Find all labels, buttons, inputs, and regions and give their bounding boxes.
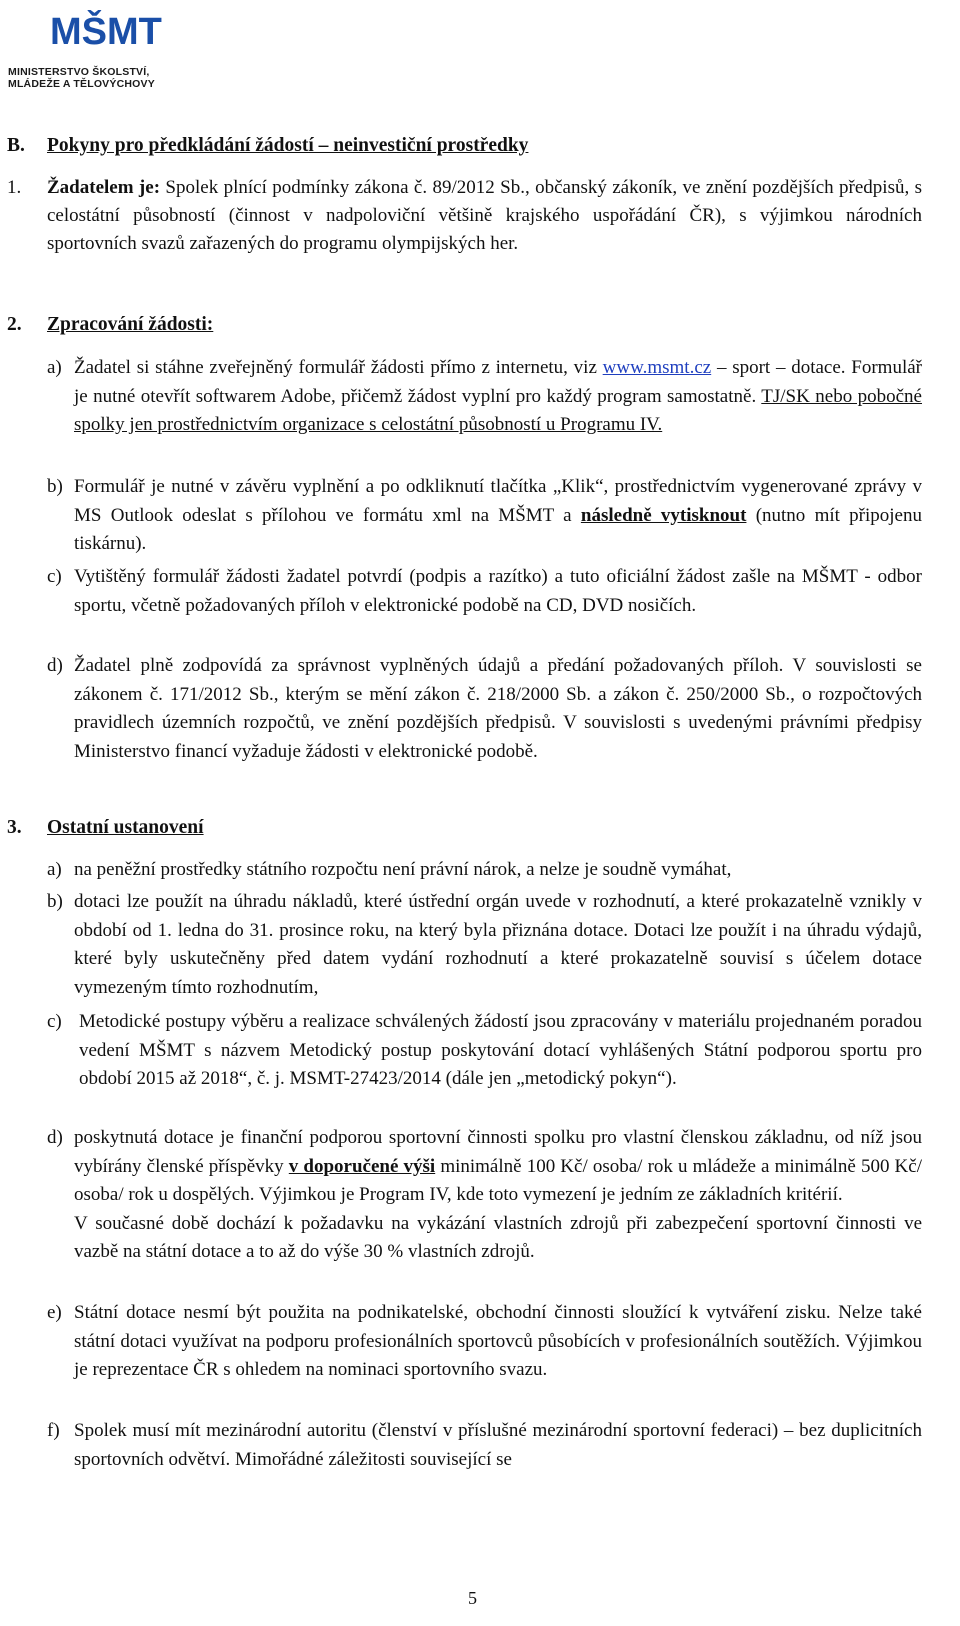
item-b-emphasis: následně vytisknout bbox=[580, 504, 747, 526]
msmt-web-link[interactable]: www.msmt.cz bbox=[602, 357, 712, 378]
item-3d-emphasis: v doporučené výši bbox=[288, 1155, 436, 1177]
logo-line-1: MINISTERSTVO ŠKOLSTVÍ, bbox=[8, 66, 150, 78]
section-3-item-b bbox=[47, 888, 922, 1002]
item-3d-text-2: minimálně 100 Kč/ osoba/ rok u mládeže a minimálně 500 Kč/ osoba/ rok u dospělých. Výjimkou je Program IV, kde toto vymezení je jedním ze základních kritérií. bbox=[74, 1155, 922, 1205]
logo-line-2: MLÁDEŽE A TĚLOVÝCHOVY bbox=[8, 78, 155, 90]
section-1-lead: Žadatelem je: bbox=[47, 177, 161, 198]
item-3f-text: Spolek musí mít mezinárodní autoritu (členství v příslušné mezinárodní sportovní federaci) – bez duplicitních sportovních odvětví. Mimořádné záležitosti související se bbox=[74, 1420, 922, 1470]
section-3-item-e bbox=[47, 1299, 922, 1385]
item-a-text-3: TJ/SK nebo pobočné spolky jen prostřednictvím organizace s celostátní působností u Programu IV. bbox=[74, 385, 922, 435]
section-2-number: 2. bbox=[7, 314, 22, 335]
section-2-item-a bbox=[47, 354, 922, 440]
item-c-text: Vytištěný formulář žádosti žadatel potvrdí (podpis a razítko) a tuto oficiální žádost zašle na MŠMT - odbor sportu, včetně požadovaných příloh v elektronické podobě na CD, DVD nosičích. bbox=[74, 566, 922, 616]
section-b-title: Pokyny pro předkládání žádostí – neinvestiční prostředky bbox=[47, 135, 529, 156]
item-b-text-1: Formulář je nutné v závěru vyplnění a po odkliknutí tlačítka „Klik“, prostřednictvím vygenerované zprávy v MS Outlook odeslat s přílohou ve formátu xml na MŠMT a bbox=[74, 476, 922, 526]
item-label: b) bbox=[47, 891, 63, 912]
section-1-paragraph bbox=[47, 174, 922, 258]
item-label: f) bbox=[47, 1420, 60, 1441]
item-3b-text: dotaci lze použít na úhradu nákladů, které ústřední orgán uvede v rozhodnutí, a které prokazatelně vznikly v období od 1. ledna do 31. prosince roku, na který byla přiznána dotace. Dotaci lze použít i na úhradu výdajů, které byly uskutečněny před datem vydání rozhodnutí a které prokazatelně souvisí s účelem dotace vymezeným tímto rozhodnutím, bbox=[74, 891, 922, 998]
item-label: a) bbox=[47, 859, 62, 880]
item-label: b) bbox=[47, 476, 63, 497]
item-label: d) bbox=[47, 655, 63, 676]
section-2-item-b bbox=[47, 473, 922, 559]
section-3-item-c bbox=[47, 1008, 922, 1094]
item-3d-text-1: poskytnutá dotace je finanční podporou sportovní činnosti spolku pro vlastní členskou základnu, od níž jsou vybírány členské příspěvky bbox=[74, 1127, 922, 1177]
section-2-title: Zpracování žádosti: bbox=[47, 314, 214, 335]
section-3-title: Ostatní ustanovení bbox=[47, 817, 204, 838]
page-number: 5 bbox=[468, 1588, 477, 1608]
item-a-text-2: – sport – dotace. Formulář je nutné otevřít softwarem Adobe, přičemž žádost vyplní pro každý program samostatně. bbox=[74, 357, 922, 407]
section-b-label: B. bbox=[7, 135, 25, 156]
section-3-item-a bbox=[47, 856, 922, 885]
item-label: c) bbox=[47, 1011, 62, 1032]
item-3e-text: Státní dotace nesmí být použita na podnikatelské, obchodní činnosti sloužící k vytváření zisku. Nelze také státní dotaci využívat na podporu profesionálních sportovců působících v profesionálních soutěžích. Výjimkou je reprezentace ČR s ohledem na nominaci sportovního svazu. bbox=[74, 1302, 922, 1380]
section-2-item-d bbox=[47, 652, 922, 766]
item-d-text: Žadatel plně zodpovídá za správnost vyplněných údajů a předání požadovaných příloh. V souvislosti se zákonem č. 171/2012 Sb., kterým se mění zákon č. 218/2000 Sb. a zákon č. 250/2000 Sb., o rozpočtových pravidlech územních rozpočtů, ve znění pozdějších předpisů. V souvislosti s uvedenými právními předpisy Ministerstvo financí vyžaduje žádosti v elektronické podobě. bbox=[74, 655, 922, 762]
section-2-item-c bbox=[47, 563, 922, 620]
section-3-number: 3. bbox=[7, 817, 22, 838]
section-1-number: 1. bbox=[7, 177, 22, 198]
item-label: a) bbox=[47, 357, 62, 378]
item-3c-text: Metodické postupy výběru a realizace schválených žádostí jsou zpracovány v materiálu projednaném poradou vedení MŠMT s názvem Metodický postup poskytování dotací vyhlášených Státní podporou sportu pro období 2015 až 2018“, č. j. MSMT-27423/2014 (dále jen „metodický pokyn“). bbox=[79, 1011, 922, 1089]
section-3-item-d bbox=[47, 1124, 922, 1267]
item-label: e) bbox=[47, 1302, 62, 1323]
item-3a-text: na peněžní prostředky státního rozpočtu není právní nárok, a nelze je soudně vymáhat, bbox=[74, 859, 732, 880]
item-label: d) bbox=[47, 1127, 63, 1148]
section-1-text: Spolek plnící podmínky zákona č. 89/2012 Sb., občanský zákoník, ve znění pozdějších předpisů, s celostátní působností (činnost v nadpoloviční většině krajského uspořádání ČR), s výjimkou národních sportovních svazů zařazených do programu olympijských her. bbox=[47, 177, 922, 254]
msmt-logo-mark-icon bbox=[8, 4, 183, 72]
item-label: c) bbox=[47, 566, 62, 587]
logo-mark-text: MŠMT bbox=[50, 11, 162, 53]
section-3-item-f bbox=[47, 1417, 922, 1474]
item-b-text-2: (nutno mít připojenu tiskárnu). bbox=[74, 504, 922, 554]
item-a-text-1: Žadatel si stáhne zveřejněný formulář žádosti přímo z internetu, viz bbox=[74, 357, 603, 378]
item-3d-text-3: V současné době dochází k požadavku na vykázání vlastních zdrojů při zabezpečení sportovní činnosti ve vazbě na státní dotace a to až do výše 30 % vlastních zdrojů. bbox=[74, 1212, 922, 1262]
